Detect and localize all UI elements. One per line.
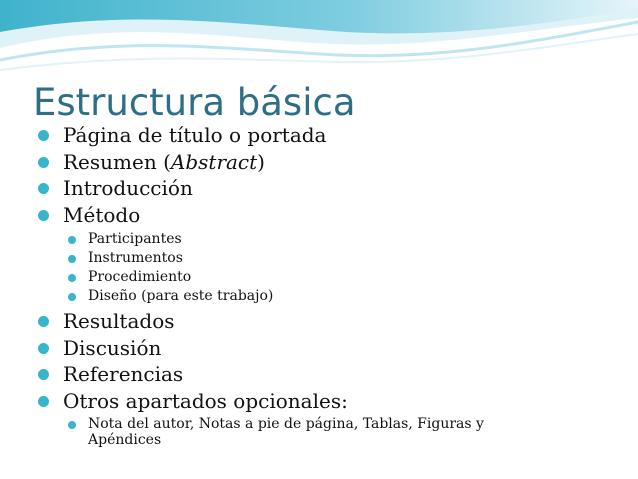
sub-bullet-item	[38, 249, 598, 268]
header-wave-decoration	[0, 0, 638, 80]
sub-bullet-dot-icon	[68, 293, 76, 301]
bullet-dot-icon	[38, 343, 49, 354]
sub-bullet-item	[38, 416, 548, 448]
bullet-item	[38, 308, 598, 335]
bullet-text: Resultados	[63, 309, 175, 333]
opcionales-sublist	[38, 414, 598, 450]
bullet-item	[38, 122, 598, 149]
bullet-item	[38, 202, 598, 229]
bullet-text: Página de título o portada	[63, 123, 327, 147]
bullet-dot-icon	[38, 130, 49, 141]
bullet-text: Resumen (	[63, 149, 171, 174]
sub-bullet-dot-icon	[68, 274, 76, 282]
sub-bullet-text: Instrumentos	[88, 250, 183, 266]
bullet-text: Otros apartados opcionales:	[63, 388, 348, 413]
sub-bullet-dot-icon	[68, 255, 76, 263]
bullet-dot-icon	[38, 316, 49, 327]
sub-bullet-item	[38, 230, 598, 249]
bullet-dot-icon	[38, 210, 49, 221]
sub-bullet-text: Participantes	[88, 231, 182, 247]
bullet-dot-icon	[38, 396, 49, 407]
slide-title: Estructura básica	[33, 81, 356, 124]
bullet-item	[38, 175, 598, 202]
bullet-text: Discusión	[63, 335, 162, 360]
sub-bullet-text: Nota del autor, Notas a pie de página, Tablas, Figuras y Apéndices	[88, 416, 484, 448]
slide-content	[38, 122, 598, 450]
sub-bullet-dot-icon	[68, 236, 76, 244]
bullet-dot-icon	[38, 369, 49, 380]
sub-bullet-item	[38, 268, 598, 287]
bullet-dot-icon	[38, 157, 49, 168]
bullet-text-italic: Abstract	[170, 149, 258, 174]
bullet-text: Método	[63, 202, 141, 227]
sub-bullet-dot-icon	[68, 421, 76, 429]
metodo-sublist	[38, 228, 598, 308]
bullet-item	[38, 361, 598, 388]
bullet-text: Referencias	[63, 362, 184, 386]
bullet-item	[38, 335, 598, 362]
sub-bullet-text: Diseño (para este trabajo)	[88, 288, 274, 304]
bullet-item	[38, 388, 598, 415]
bullet-dot-icon	[38, 183, 49, 194]
bullet-text: Introducción	[63, 176, 193, 200]
sub-bullet-item	[38, 287, 598, 306]
sub-bullet-text: Procedimiento	[88, 269, 192, 285]
bullet-item	[38, 149, 598, 176]
bullet-text: )	[257, 149, 265, 174]
